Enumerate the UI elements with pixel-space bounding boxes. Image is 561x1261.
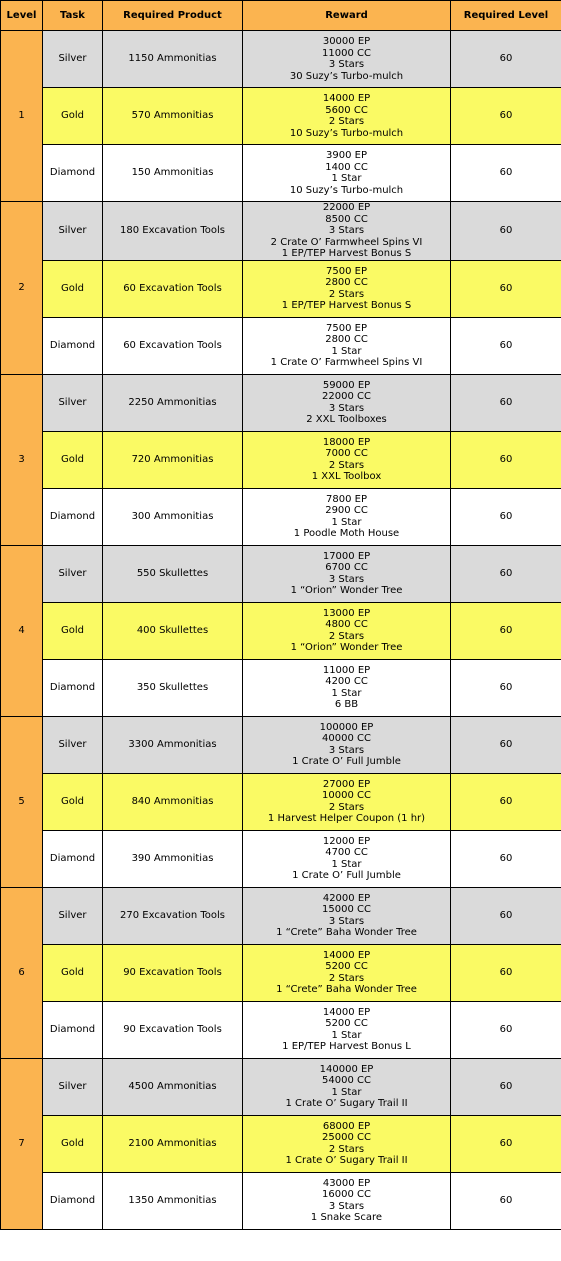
table-row xyxy=(1,488,561,545)
reward-line: 1400 CC xyxy=(325,161,368,173)
reward-cell xyxy=(243,31,451,88)
reward-cell xyxy=(243,488,451,545)
reward-line: 2 XXL Toolboxes xyxy=(306,414,387,425)
header-reward: Reward xyxy=(243,1,451,31)
reward-cell xyxy=(243,260,451,317)
reward-cell xyxy=(243,1172,451,1229)
reward-cell xyxy=(243,830,451,887)
task-cell: Diamond xyxy=(43,317,103,374)
task-cell: Diamond xyxy=(43,145,103,202)
table-row xyxy=(1,716,561,773)
reward-line: 1 XXL Toolbox xyxy=(311,471,382,482)
reward-line: 2 Crate O’ Farmwheel Spins VI xyxy=(270,236,423,248)
reward-line: 15000 CC xyxy=(322,904,371,915)
table-row xyxy=(1,602,561,659)
reward-line: 2 Stars xyxy=(328,972,365,984)
product-cell: 60 Excavation Tools xyxy=(103,260,243,317)
reward-line: 2 Stars xyxy=(328,116,365,127)
product-cell: 2100 Ammonitias xyxy=(103,1115,243,1172)
reward-line: 17000 EP xyxy=(322,550,371,562)
table-row xyxy=(1,773,561,830)
reward-line: 3 Stars xyxy=(328,59,365,70)
task-cell: Gold xyxy=(43,88,103,145)
reward-line: 10000 CC xyxy=(322,790,371,801)
level-cell: 2 xyxy=(1,202,43,375)
table-row xyxy=(1,145,561,202)
task-cell: Gold xyxy=(43,944,103,1001)
reward-line: 6700 CC xyxy=(325,562,368,573)
required-level-cell: 60 xyxy=(451,374,561,431)
product-cell: 2250 Ammonitias xyxy=(103,374,243,431)
reward-line: 16000 CC xyxy=(322,1189,371,1200)
reward-line: 11000 CC xyxy=(322,47,371,59)
table-row xyxy=(1,887,561,944)
reward-cell xyxy=(243,773,451,830)
task-cell: Silver xyxy=(43,545,103,602)
required-level-cell: 60 xyxy=(451,944,561,1001)
reward-cell xyxy=(243,1001,451,1058)
reward-line: 4700 CC xyxy=(325,847,368,858)
reward-line: 3 Stars xyxy=(328,402,365,414)
reward-line: 14000 EP xyxy=(322,93,371,104)
reward-line: 1 Star xyxy=(331,858,362,870)
required-level-cell: 60 xyxy=(451,887,561,944)
reward-line: 4800 CC xyxy=(325,619,368,630)
task-cell: Diamond xyxy=(43,1001,103,1058)
reward-line: 22000 CC xyxy=(322,391,371,402)
reward-cell xyxy=(243,374,451,431)
required-level-cell: 60 xyxy=(451,31,561,88)
reward-line: 2 Stars xyxy=(328,459,365,471)
reward-line: 7500 EP xyxy=(326,265,367,277)
reward-cell xyxy=(243,545,451,602)
table-row xyxy=(1,1058,561,1115)
product-cell: 400 Skullettes xyxy=(103,602,243,659)
reward-line: 2900 CC xyxy=(325,505,368,516)
reward-line: 3 Stars xyxy=(328,573,365,585)
reward-line: 7500 EP xyxy=(326,322,367,334)
reward-line: 13000 EP xyxy=(322,607,371,619)
product-cell: 550 Skullettes xyxy=(103,545,243,602)
reward-line: 7800 EP xyxy=(326,493,367,505)
product-cell: 90 Excavation Tools xyxy=(103,944,243,1001)
reward-line: 1 EP/TEP Harvest Bonus S xyxy=(281,300,412,311)
table-row xyxy=(1,317,561,374)
reward-line: 1 Star xyxy=(331,1029,362,1041)
header-level: Level xyxy=(1,1,43,31)
reward-line: 3 Stars xyxy=(328,915,365,927)
required-level-cell: 60 xyxy=(451,545,561,602)
table-row xyxy=(1,260,561,317)
table-row xyxy=(1,202,561,261)
task-cell: Diamond xyxy=(43,488,103,545)
reward-line: 22000 EP xyxy=(322,202,371,213)
product-cell: 60 Excavation Tools xyxy=(103,317,243,374)
reward-line: 3 Stars xyxy=(328,744,365,756)
reward-line: 6 BB xyxy=(334,699,359,710)
reward-line: 2 Stars xyxy=(328,1143,365,1155)
task-cell: Gold xyxy=(43,1115,103,1172)
reward-line: 7000 CC xyxy=(325,448,368,459)
product-cell: 720 Ammonitias xyxy=(103,431,243,488)
reward-line: 5600 CC xyxy=(325,104,368,116)
product-cell: 150 Ammonitias xyxy=(103,145,243,202)
reward-line: 25000 CC xyxy=(322,1132,371,1143)
reward-cell xyxy=(243,1058,451,1115)
header-required-level: Required Level xyxy=(451,1,561,31)
table-row xyxy=(1,1172,561,1229)
table-row xyxy=(1,659,561,716)
task-cell: Silver xyxy=(43,31,103,88)
required-level-cell: 60 xyxy=(451,659,561,716)
required-level-cell: 60 xyxy=(451,602,561,659)
table-row xyxy=(1,31,561,88)
level-cell: 1 xyxy=(1,31,43,202)
required-level-cell: 60 xyxy=(451,260,561,317)
reward-line: 1 “Crete” Baha Wonder Tree xyxy=(276,984,417,995)
product-cell: 270 Excavation Tools xyxy=(103,887,243,944)
reward-line: 43000 EP xyxy=(322,1177,371,1189)
reward-line: 68000 EP xyxy=(322,1120,371,1132)
reward-cell xyxy=(243,88,451,145)
level-cell: 4 xyxy=(1,545,43,716)
reward-cell xyxy=(243,716,451,773)
task-cell: Silver xyxy=(43,202,103,261)
reward-cell xyxy=(243,145,451,202)
reward-line: 1 Snake Scare xyxy=(310,1212,383,1223)
reward-line: 1 Star xyxy=(331,516,362,528)
reward-line: 30 Suzy’s Turbo-mulch xyxy=(289,70,404,82)
reward-line: 12000 EP xyxy=(322,835,371,847)
required-level-cell: 60 xyxy=(451,773,561,830)
required-level-cell: 60 xyxy=(451,1115,561,1172)
header-row xyxy=(1,1,561,31)
reward-line: 59000 EP xyxy=(322,379,371,391)
reward-line: 1 Poodle Moth House xyxy=(293,528,400,539)
required-level-cell: 60 xyxy=(451,1172,561,1229)
reward-cell xyxy=(243,202,451,261)
product-cell: 570 Ammonitias xyxy=(103,88,243,145)
required-level-cell: 60 xyxy=(451,431,561,488)
reward-line: 27000 EP xyxy=(322,778,371,790)
product-cell: 350 Skullettes xyxy=(103,659,243,716)
required-level-cell: 60 xyxy=(451,145,561,202)
table-row xyxy=(1,1001,561,1058)
product-cell: 180 Excavation Tools xyxy=(103,202,243,261)
required-level-cell: 60 xyxy=(451,1001,561,1058)
reward-cell xyxy=(243,317,451,374)
required-level-cell: 60 xyxy=(451,716,561,773)
task-cell: Diamond xyxy=(43,1172,103,1229)
table-row xyxy=(1,830,561,887)
required-level-cell: 60 xyxy=(451,488,561,545)
reward-line: 30000 EP xyxy=(322,36,371,47)
header-task: Task xyxy=(43,1,103,31)
reward-line: 1 Crate O’ Sugary Trail II xyxy=(285,1155,408,1166)
reward-line: 4200 CC xyxy=(325,676,368,687)
reward-cell xyxy=(243,944,451,1001)
level-cell: 7 xyxy=(1,1058,43,1229)
product-cell: 1350 Ammonitias xyxy=(103,1172,243,1229)
reward-line: 1 EP/TEP Harvest Bonus L xyxy=(282,1041,411,1052)
task-cell: Gold xyxy=(43,602,103,659)
reward-line: 54000 CC xyxy=(322,1075,371,1086)
reward-line: 1 Crate O’ Sugary Trail II xyxy=(285,1098,408,1109)
reward-line: 10 Suzy’s Turbo-mulch xyxy=(289,184,404,196)
level-cell: 3 xyxy=(1,374,43,545)
table-row xyxy=(1,944,561,1001)
reward-line: 3 Stars xyxy=(328,225,365,236)
reward-line: 14000 EP xyxy=(322,949,371,961)
table-row xyxy=(1,1115,561,1172)
reward-cell xyxy=(243,602,451,659)
task-cell: Gold xyxy=(43,260,103,317)
reward-line: 140000 EP xyxy=(319,1063,374,1075)
reward-line: 2 Stars xyxy=(328,801,365,813)
header-product: Required Product xyxy=(103,1,243,31)
reward-line: 18000 EP xyxy=(322,436,371,448)
reward-line: 1 Crate O’ Full Jumble xyxy=(292,870,401,881)
reward-line: 2 Stars xyxy=(328,630,365,642)
table-body xyxy=(1,31,561,1230)
required-level-cell: 60 xyxy=(451,88,561,145)
reward-line: 3900 EP xyxy=(326,150,367,161)
reward-line: 42000 EP xyxy=(322,892,371,904)
level-cell: 6 xyxy=(1,887,43,1058)
product-cell: 1150 Ammonitias xyxy=(103,31,243,88)
task-cell: Silver xyxy=(43,887,103,944)
task-cell: Silver xyxy=(43,1058,103,1115)
reward-line: 1 Star xyxy=(331,1086,362,1098)
reward-cell xyxy=(243,659,451,716)
reward-line: 1 Harvest Helper Coupon (1 hr) xyxy=(267,813,426,824)
product-cell: 300 Ammonitias xyxy=(103,488,243,545)
reward-line: 1 Crate O’ Full Jumble xyxy=(292,756,401,767)
table-row xyxy=(1,431,561,488)
reward-line: 1 Star xyxy=(331,687,362,699)
required-level-cell: 60 xyxy=(451,830,561,887)
table-row xyxy=(1,88,561,145)
reward-line: 1 “Orion” Wonder Tree xyxy=(290,642,403,653)
required-level-cell: 60 xyxy=(451,202,561,261)
reward-line: 8500 CC xyxy=(325,213,368,225)
task-cell: Gold xyxy=(43,431,103,488)
reward-line: 40000 CC xyxy=(322,733,371,744)
product-cell: 840 Ammonitias xyxy=(103,773,243,830)
reward-line: 1 “Crete” Baha Wonder Tree xyxy=(276,927,417,938)
reward-line: 1 Crate O’ Farmwheel Spins VI xyxy=(270,357,423,368)
task-cell: Gold xyxy=(43,773,103,830)
table-row xyxy=(1,545,561,602)
reward-line: 3 Stars xyxy=(328,1200,365,1212)
reward-line: 14000 EP xyxy=(322,1006,371,1018)
reward-line: 2 Stars xyxy=(328,288,365,300)
reward-line: 1 Star xyxy=(331,173,362,184)
product-cell: 3300 Ammonitias xyxy=(103,716,243,773)
task-cell: Silver xyxy=(43,716,103,773)
reward-line: 1 Star xyxy=(331,345,362,357)
reward-cell xyxy=(243,1115,451,1172)
reward-line: 5200 CC xyxy=(325,961,368,972)
reward-line: 1 EP/TEP Harvest Bonus S xyxy=(281,248,412,259)
reward-line: 2800 CC xyxy=(325,334,368,345)
reward-line: 2800 CC xyxy=(325,277,368,288)
reward-line: 5200 CC xyxy=(325,1018,368,1029)
reward-line: 1 “Orion” Wonder Tree xyxy=(290,585,403,596)
level-cell: 5 xyxy=(1,716,43,887)
reward-line: 100000 EP xyxy=(319,721,374,733)
reward-cell xyxy=(243,431,451,488)
product-cell: 90 Excavation Tools xyxy=(103,1001,243,1058)
task-cell: Silver xyxy=(43,374,103,431)
task-cell: Diamond xyxy=(43,659,103,716)
required-level-cell: 60 xyxy=(451,317,561,374)
required-level-cell: 60 xyxy=(451,1058,561,1115)
reward-cell xyxy=(243,887,451,944)
reward-line: 10 Suzy’s Turbo-mulch xyxy=(289,127,404,139)
product-cell: 390 Ammonitias xyxy=(103,830,243,887)
product-cell: 4500 Ammonitias xyxy=(103,1058,243,1115)
task-cell: Diamond xyxy=(43,830,103,887)
reward-line: 11000 EP xyxy=(322,664,371,676)
table-row xyxy=(1,374,561,431)
